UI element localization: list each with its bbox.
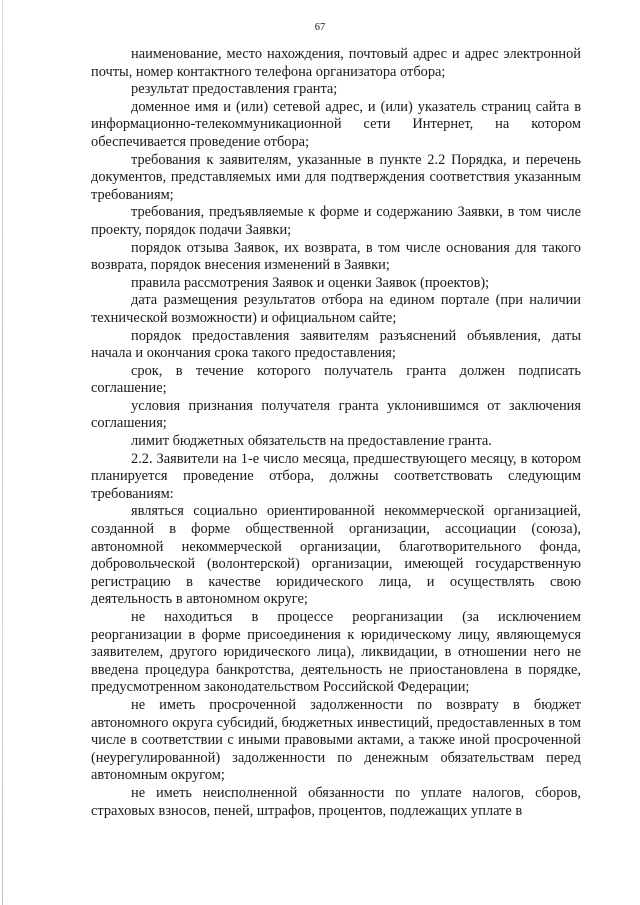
paragraph-application-form: требования, предъявляемые к форме и содержанию Заявки, в том числе проекту, порядок подачи Заявки; — [91, 204, 581, 238]
paragraph-budget-limit: лимит бюджетных обязательств на предоставление гранта. — [131, 433, 492, 450]
paragraph-clarifications: порядок предоставления заявителям разъяснений объявления, даты начала и окончания срока такого предоставления; — [91, 327, 581, 362]
paragraph-grant-result: результат предоставления гранта; — [131, 81, 338, 98]
scan-edge-line — [2, 0, 3, 905]
paragraph-no-tax-obligations: не иметь неисполненной обязанности по уплате налогов, сборов, страховых взносов, пеней, штрафов, процентов, подлежащих уплате в — [91, 784, 581, 819]
page-number: 67 — [314, 22, 326, 33]
paragraph-section-2-2: 2.2. Заявители на 1-е число месяца, предшествующего месяцу, в котором планируется проведение отбора, должны соответствовать следующим требованиям: — [91, 450, 581, 502]
paragraph-review-rules: правила рассмотрения Заявок и оценки Заявок (проектов); — [131, 274, 490, 291]
paragraph-organizer-contacts: наименование, место нахождения, почтовый адрес и адрес электронной почты, номер контактного телефона организатора отбора; — [91, 46, 581, 80]
paragraph-no-overdue-debt: не иметь просроченной задолженности по возврату в бюджет автономного округа субсидий, бюджетных инвестиций, предоставленных в том числе в соответствии с иными правовыми актами, а также иной просроченной (неурегулированной) задолженности по денежным обязательствам перед автономным округом; — [91, 696, 581, 784]
paragraph-domain-name: доменное имя и (или) сетевой адрес, и (или) указатель страниц сайта в информационно-телекоммуникационной сети Интернет, на котором обеспечивается проведение отбора; — [91, 98, 581, 150]
paragraph-applicant-requirements: требования к заявителям, указанные в пункте 2.2 Порядка, и перечень документов, представляемых ими для подтверждения соответствия указанным требованиям; — [91, 151, 581, 203]
paragraph-results-publication: дата размещения результатов отбора на едином портале (при наличии технической возможности) и официальном сайте; — [91, 292, 581, 326]
paragraph-evasion-conditions: условия признания получателя гранта уклонившимся от заключения соглашения; — [91, 397, 581, 432]
paragraph-signing-deadline: срок, в течение которого получатель гранта должен подписать соглашение; — [91, 362, 581, 397]
paragraph-no-reorganization: не находиться в процессе реорганизации (за исключением реорганизации в форме присоединения к юридическому лицу, являющемуся заявителем, другого юридического лица), ликвидации, в отношении него не введена процедура банкротства, деятельность не приостановлена в порядке, предусмотренном законодательством Российской Федерации; — [91, 609, 581, 696]
paragraph-nonprofit-status: являться социально ориентированной некоммерческой организацией, созданной в форме общественной организации, ассоциации (союза), автономной некоммерческой организации, благотворительного фонда, добровольческой (волонтерской) организации, имеющей государственную регистрацию в качестве юридического лица, и осуществлять свою деятельность в автономном округе; — [91, 503, 581, 608]
paragraph-application-withdrawal: порядок отзыва Заявок, их возврата, в том числе основания для такого возврата, порядок внесения изменений в Заявки; — [91, 239, 581, 274]
document-body — [91, 46, 581, 820]
